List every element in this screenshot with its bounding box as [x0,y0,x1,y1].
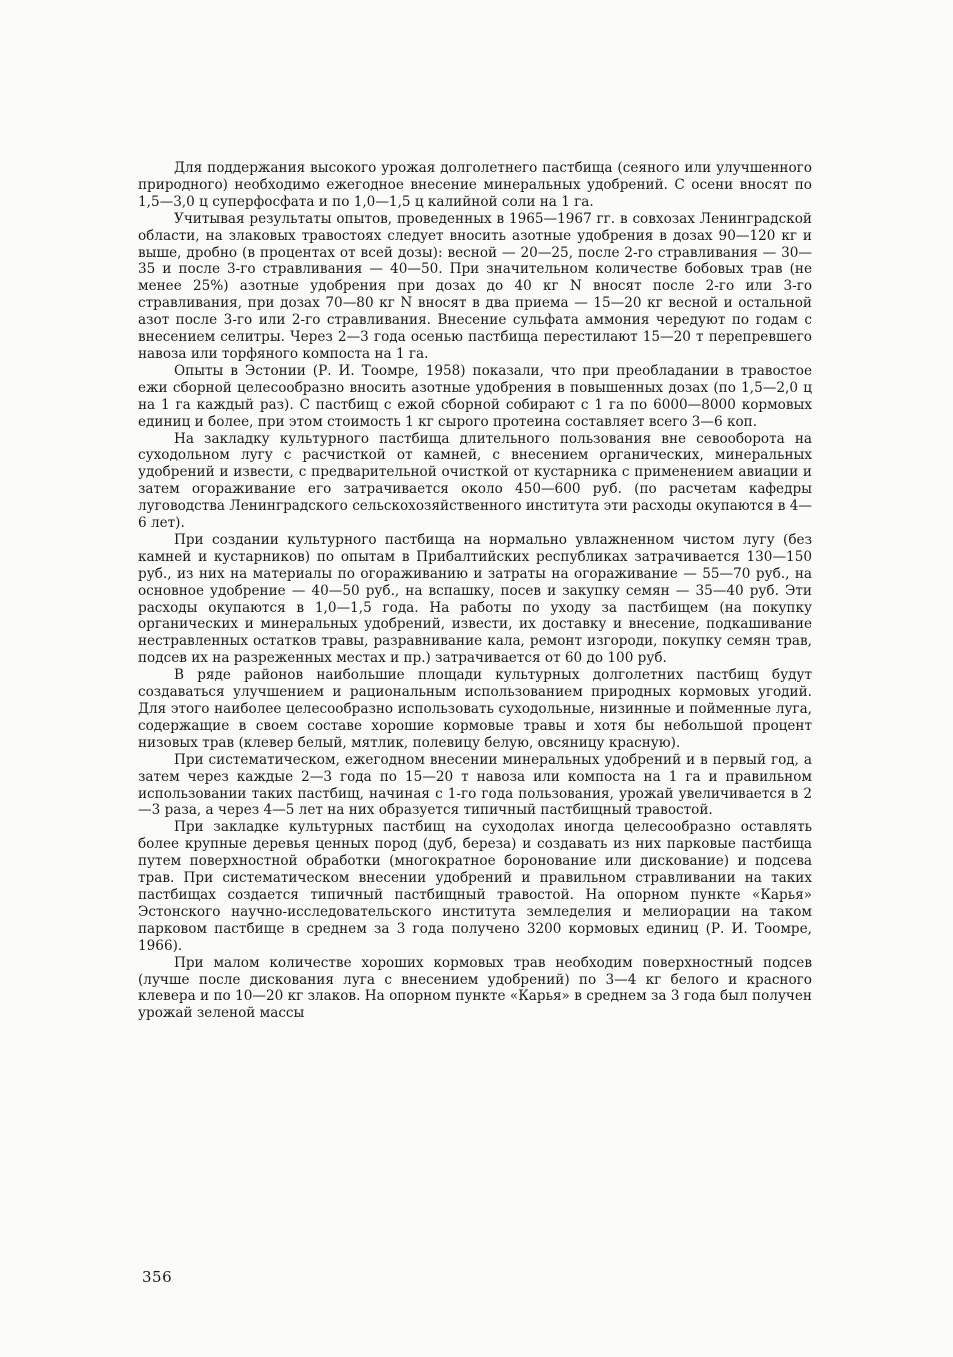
paragraph-systematic-fertilization: При систематическом, ежегодном внесении минеральных удобрений и в первый год, а затем через каждые 2—3 года по 15—20 т навоза или компоста на 1 га и правильном использовании таких пастбищ, начиная с 1-го года пользования, урожай увеличивается в 2—3 раза, а через 4—5 лет на них образуется типичный пастбищный травостой. [138,751,812,819]
paragraph-leningrad-experiments: Учитывая результаты опытов, проведенных в 1965—1967 гг. в совхозах Ленинградской области, на злаковых травостоях следует вносить азотные удобрения в дозах 90—120 кг и выше, дробно (в процентах от всей дозы): весной — 20—25, после 2-го стравливания — 30—35 и после 3-го стравливания — 40—50. При значительном количестве бобовых трав (не менее 25%) азотные удобрения при дозах до 40 кг N вносят после 2-го или 3-го стравливания, при дозах 70—80 кг N вносят в два приема — 15—20 кг весной и остальной азот после 3-го или 2-го стравливания. Внесение сульфата аммония чередуют по годам с внесением селитры. Через 2—3 года осенью пастбища перестилают 15—20 т перепревшего навоза или торфяного компоста на 1 га. [138,210,812,362]
paragraph-fertilizer-annual: Для поддержания высокого урожая долголетнего пастбища (сеяного или улучшенного природного) необходимо ежегодное внесение минеральных удобрений. С осени вносят по 1,5—3,0 ц суперфосфата и по 1,0—1,5 ц калийной соли на 1 га. [138,160,812,210]
body-text [138,160,812,1022]
paragraph-pasture-establishment-cost: На закладку культурного пастбища длительного пользования вне севооборота на суходольном лугу с расчисткой от камней, с внесением органических, минеральных удобрений и извести, с предварительной очисткой от кустарника с применением авиации и затем огораживание его затрачивается около 450—600 руб. (по расчетам кафедры луговодства Ленинградского сельскохозяйственного института эти расходы окупаются в 4—6 лет). [138,430,812,532]
paragraph-land-improvement: В ряде районов наибольшие площади культурных долголетних пастбищ будут создаваться улучшением и рациональным использованием природных кормовых угодий. Для этого наиболее целесообразно использовать суходольные, низинные и пойменные луга, содержащие в своем составе хорошие кормовые травы и хотя бы небольшой процент низовых трав (клевер белый, мятлик, полевицу белую, овсяницу красную). [138,667,812,751]
paragraph-estonia-experiments: Опыты в Эстонии (Р. И. Тоомре, 1958) показали, что при преобладании в травостое ежи сборной целесообразно вносить азотные удобрения в повышенных дозах (по 1,5—2,0 ц на 1 га каждый раз). С пастбищ с ежой сборной собирают с 1 га по 6000—8000 кормовых единиц и более, при этом стоимость 1 кг сырого протеина составляет всего 3—6 коп. [138,362,812,430]
paragraph-park-pastures: При закладке культурных пастбищ на суходолах иногда целесообразно оставлять более крупные деревья ценных пород (дуб, береза) и создавать из них парковые пастбища путем поверхностной обработки (многократное боронование или дискование) и подсева трав. При систематическом внесении удобрений и правильном стравливании на таких пастбищах создается типичный пастбищный травостой. На опорном пункте «Карья» Эстонского научно-исследовательского института земледелия и мелиорации на таком парковом пастбище в среднем за 3 года получено 3200 кормовых единиц (Р. И. Тоомре, 1966). [138,819,812,954]
paragraph-baltic-costs: При создании культурного пастбища на нормально увлажненном чистом лугу (без камней и кустарников) по опытам в Прибалтийских республиках затрачивается 130—150 руб., из них на материалы по огораживанию и затраты на огораживание — 55—70 руб., на основное удобрение — 40—50 руб., на вспашку, посев и закупку семян — 35—40 руб. Эти расходы окупаются в 1,0—1,5 года. На работы по уходу за пастбищем (на покупку органических и минеральных удобрений, извести, их доставку и внесение, подкашивание нестравленных остатков травы, разравнивание кала, ремонт изгороди, покупку семян трав, подсев их на разреженных местах и пр.) затрачивается от 60 до 100 руб. [138,531,812,667]
paragraph-surface-seeding: При малом количестве хороших кормовых трав необходим поверхностный подсев (лучше после дискования луга с внесением удобрений) по 3—4 кг белого и красного клевера и по 10—20 кг злаков. На опорном пункте «Карья» в среднем за 3 года был получен урожай зеленой массы [138,954,812,1022]
page-number: 356 [142,1268,173,1286]
